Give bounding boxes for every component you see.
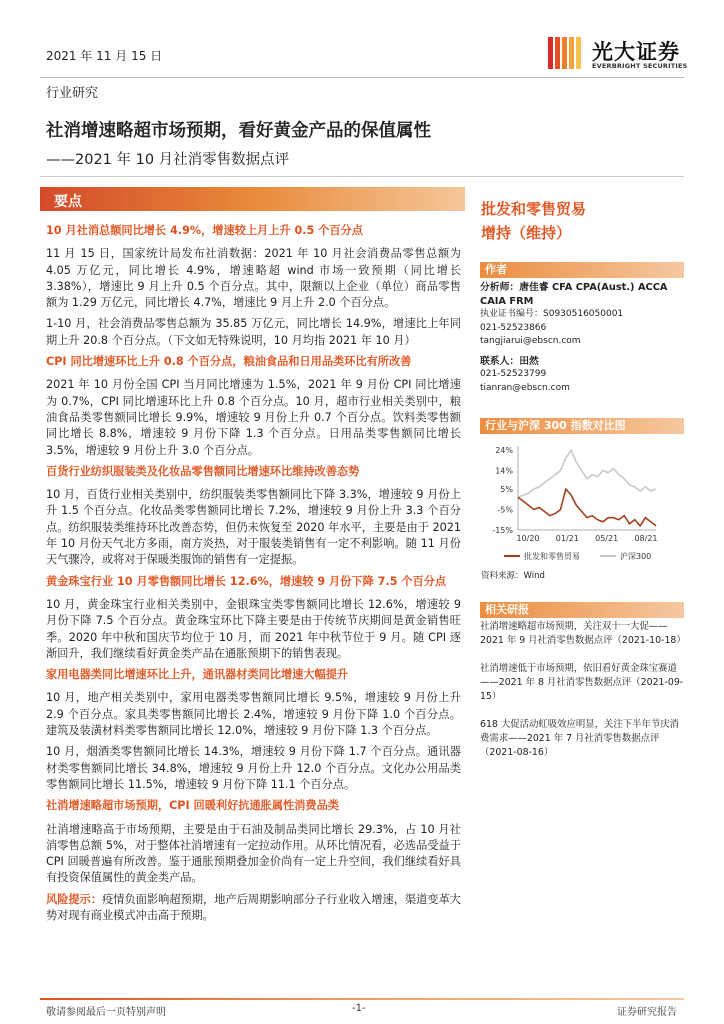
risk-text: 疫情负面影响超预期，地产后周期影响部分子行业收入增速，渠道变革大势对现有商业模式冲击高于预期。 — [46, 892, 461, 922]
comparison-chart — [480, 438, 684, 568]
footer-divider — [40, 998, 684, 1000]
y-tick-label: 24% — [495, 446, 513, 455]
x-tick-label: 05/21 — [595, 534, 619, 543]
chart-block — [480, 418, 684, 434]
contact-label: 联系人： — [480, 355, 520, 367]
author-head: 作者 — [480, 262, 684, 278]
footer-report-type: 证券研究报告 — [617, 1007, 677, 1018]
risk-label: 风险提示： — [46, 892, 103, 906]
title-divider — [40, 176, 684, 177]
related-report[interactable]: 618 大促活动虹吸效应明显，关注下半年节庆消费需求——2021 年 7 月社消零售数据点评（2021-08-16） — [480, 719, 680, 758]
related-report[interactable]: 社消增速低于市场预期，依旧看好黄金珠宝赛道——2021 年 8 月社消零售数据点评（2021-09-15） — [480, 663, 684, 702]
x-tick-label: 01/21 — [555, 534, 579, 543]
y-tick-label: 14% — [495, 466, 513, 476]
x-tick-label: 08/21 — [634, 534, 658, 543]
section-heading: 社消增速略超市场预期，CPI 回暖利好抗通胀属性消费品类 — [46, 799, 339, 813]
section-heading: 百货行业纺织服装类及化妆品零售额同比增速环比维持改善态势 — [46, 464, 360, 478]
report-title: 社消增速略超市场预期，看好黄金产品的保值属性 — [46, 121, 431, 141]
related-report[interactable]: 社消增速略超市场预期，关注双十一大促——2021 年 9 月社消零售数据点评（2021-10-18） — [480, 621, 686, 646]
logo-text-en: EVERBRIGHT SECURITIES — [592, 62, 688, 70]
analyst-label: 分析师： — [480, 282, 520, 293]
section-paragraph: 1-10 月，社会消费品零售总额为 35.85 万亿元，同比增长 14.9%，增速比上年同期上升 20.8 个百分点。（下文如无特殊说明，10 月均指 2021 年 10 月） — [46, 317, 461, 347]
analyst-name: 唐佳睿 CFA CPA(Aust.) ACCA CAIA FRM — [480, 282, 668, 307]
related-block — [480, 602, 684, 760]
page-number: -1- — [352, 1003, 366, 1014]
contact-email: tianran@ebscn.com — [480, 382, 570, 393]
analyst-email: tangjiarui@ebscn.com — [480, 336, 581, 346]
cert-number: 执业证书编号：S0930516050001 — [480, 309, 624, 319]
related-head: 相关研报 — [480, 602, 684, 618]
chart-source: 资料来源：Wind — [481, 571, 545, 581]
author-block — [480, 262, 684, 395]
legend-label: 沪深300 — [620, 552, 652, 561]
section-paragraph: 10 月，烟酒类零售额同比增长 14.3%，增速较 9 月份下降 1.7 个百分点。通讯器材类零售额同比增长 34.8%，增速较 9 月份上升 12.0 个百分点。文化办公用品类零售额同比增长 11.5%，增速较 9 月份下降 11.1 个百分点。 — [46, 745, 461, 791]
section-heading: 黄金珠宝行业 10 月零售额同比增长 12.6%，增速较 9 月份下降 7.5 个百分点 — [46, 574, 447, 588]
section-paragraph: 2021 年 10 月份全国 CPI 当月同比增速为 1.5%，2021 年 9 月份 CPI 同比增速为 0.7%，CPI 同比增速环比上升 0.8 个百分点。10 月，超市行业相关类别中，粮油食品类零售额同比增长 9.9%，增速较 9 月份上升 0.7 个百分点。饮料类零售额同比增长 8.8%，增速较 9 月份下降 1.3 个百分点。日用品类零售额同比增长 3.5%，增速较 9 月份上升 3.0 个百分点。 — [46, 378, 461, 457]
report-subtitle: ——2021 年 10 月社消零售数据点评 — [46, 152, 290, 168]
risk-warning — [46, 892, 461, 925]
main-column — [46, 223, 461, 924]
keypoints-bar — [40, 187, 465, 211]
contact-phone: 021-52523799 — [480, 369, 547, 379]
keypoints-label: 要点 — [54, 194, 82, 210]
y-tick-label: 5% — [500, 484, 513, 494]
report-category: 行业研究 — [46, 86, 99, 101]
sector-rating: 增持（维持） — [481, 224, 572, 242]
analyst-phone: 021-52523866 — [480, 322, 547, 333]
chart-head: 行业与沪深 300 指数对比图 — [480, 418, 684, 434]
section-paragraph: 10 月，黄金珠宝行业相关类别中，金银珠宝类零售额同比增长 12.6%，增速较 9 月份下降 7.5 个百分点。黄金珠宝环比下降主要是由于传统节庆期间是黄金销售旺季。2020 年中秋和国庆节均位于 10 月，而 2021 年中秋节位于 9 月。随 CPI 逐渐回升，我们继续看好黄金类产品在通胀预期下的销售表现。 — [46, 597, 461, 660]
sector-name: 批发和零售贸易 — [481, 200, 587, 218]
section-heading: 10 月社消总额同比增长 4.9%，增速较上月上升 0.5 个百分点 — [46, 224, 363, 237]
contact-name: 田然 — [519, 355, 539, 367]
series-line — [518, 489, 656, 526]
series-line — [518, 450, 656, 497]
section-paragraph: 11 月 15 日，国家统计局发布社消数据：2021 年 10 月社会消费品零售总额为 4.05 万亿元，同比增长 4.9%，增速略超 wind 市场一致预期（同比增长 3.38%），增速比 9 月上升 0.5 个百分点。其中，限额以上企业（单位）商品零售额为 1.29 万亿元，同比增长 4.7%，增速比 9 月上升 2.0 个百分点。 — [46, 247, 461, 310]
section-paragraph: 社消增速略高于市场预期，主要是由于石油及制品类同比增长 29.3%，占 10 月社消零售总额 5%，对于整体社消增速有一定拉动作用。从环比情况看，必选品受益于 CPI 回暖普遍有所改善。鉴于通胀预期叠加金价尚有一定上升空间，我们继续看好具有投资保值属性的黄金类产品。 — [46, 822, 461, 885]
x-tick-label: 10/20 — [516, 534, 540, 543]
section-paragraph: 10 月，地产相关类别中，家用电器类零售额同比增长 9.5%，增速较 9 月份上升 2.9 个百分点。家具类零售额同比增长 2.4%，增速较 9 月份下降 1.0 个百分点。建筑及装潢材料类零售额同比增长 12.0%，增速较 9 月份下降 1.3 个百分点。 — [46, 691, 461, 738]
footer-disclaimer: 敬请参阅最后一页特别声明 — [46, 1007, 166, 1018]
legend-label: 批发和零售贸易 — [524, 552, 580, 561]
section-paragraph: 10 月，百货行业相关类别中，纺织服装类零售额同比下降 3.3%，增速较 9 月份上升 1.5 个百分点。化妆品类零售额同比增长 7.2%，增速较 9 月份上升 3.3 个百分点。纺织服装类维持环比改善态势，但仍未恢复至 2020 年水平，主要是由于 2021 年 10 月份天气北方多雨，南方炎热，对于服装类销售有一定不利影响。随 11 月份天气骤冷，或将对于保暖类服饰的销售有一定提振。 — [46, 488, 461, 567]
logo-text-cn: 光大证券 — [592, 40, 680, 64]
section-heading: 家用电器类同比增速环比上升，通讯器材类同比增速大幅提升 — [46, 668, 349, 682]
section-heading: CPI 同比增速环比上升 0.8 个百分点，粮油食品和日用品类环比有所改善 — [46, 355, 412, 369]
author-details — [480, 281, 684, 395]
logo-mark-icon — [548, 37, 581, 69]
y-tick-label: -15% — [492, 526, 513, 535]
report-date: 2021 年 11 月 15 日 — [46, 49, 163, 63]
y-tick-label: -5% — [497, 505, 513, 515]
header-divider — [40, 77, 684, 78]
